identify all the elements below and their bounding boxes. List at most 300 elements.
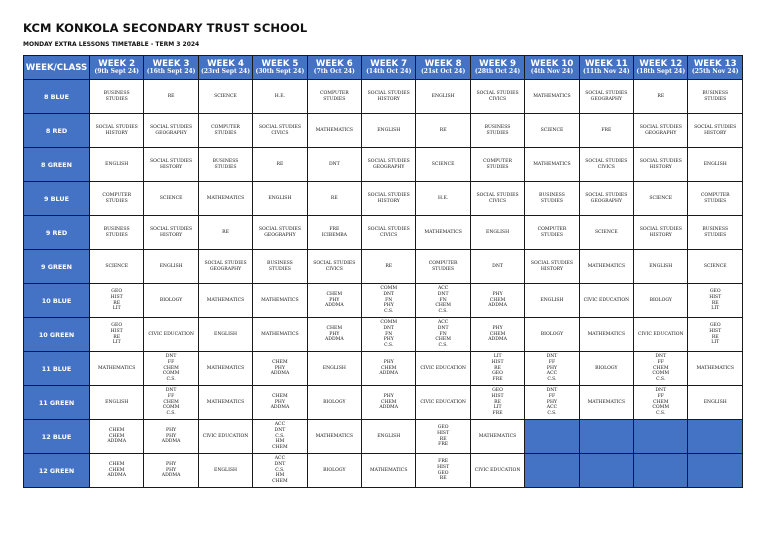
subject-cell [307, 148, 361, 182]
subject-text: FRE [492, 377, 503, 383]
subject-text: HISTORY [649, 232, 672, 238]
week-header [688, 56, 743, 80]
subject-text: SOCIAL STUDIES [150, 158, 193, 164]
subject-text: DNT [165, 387, 177, 393]
subject-text: CHEM [652, 399, 669, 405]
subject-text: C.S. [166, 377, 176, 383]
subject-cell [579, 148, 633, 182]
empty-cell [525, 420, 579, 454]
subject-text: CHEM [380, 365, 397, 371]
subject-text: SOCIAL STUDIES [585, 90, 628, 96]
week-date: (9th Sept 24) [94, 68, 140, 76]
subject-cell [416, 182, 470, 216]
subject-text: PHY [166, 427, 177, 433]
subject-cell [525, 114, 579, 148]
subject-cell [579, 318, 633, 352]
subject-cell [198, 420, 252, 454]
class-label: 12 BLUE [24, 420, 90, 454]
subject-text: BUSINESS [702, 226, 729, 232]
subject-text: C.S. [547, 411, 557, 417]
subject-text: PHY [383, 359, 394, 365]
subject-cell [416, 284, 470, 318]
subject-text: MATHEMATICS [533, 161, 571, 167]
week-date: (14th Oct 24) [366, 68, 412, 76]
subject-text: GEO [492, 371, 503, 377]
subject-text: PHY [546, 399, 558, 405]
empty-cell [579, 420, 633, 454]
subject-cell [634, 352, 688, 386]
subject-cell [362, 420, 416, 454]
subject-cell [307, 352, 361, 386]
subject-text: RE [330, 195, 338, 201]
subject-text: BIOLOGY [595, 365, 618, 371]
empty-cell [688, 420, 743, 454]
subject-cell [253, 250, 307, 284]
subject-text: GEOGRAPHY [209, 266, 242, 272]
subject-text: ADDMA [379, 405, 399, 411]
subject-text: H.E. [438, 195, 449, 201]
subject-cell [198, 284, 252, 318]
subject-cell [525, 318, 579, 352]
subject-cell [253, 318, 307, 352]
timetable [23, 55, 743, 488]
subject-text: DNT [383, 291, 395, 297]
subject-text: PHY [166, 461, 177, 467]
subject-cell [307, 216, 361, 250]
subject-text: PHY [329, 331, 340, 337]
subject-text: MATHEMATICS [97, 365, 136, 371]
subject-text: RE [113, 334, 121, 340]
subject-text: CHEM [380, 399, 397, 405]
subject-text: LIT [493, 405, 502, 411]
week-label: WEEK 4 [207, 58, 244, 69]
subject-text: ACC [274, 421, 286, 427]
subject-cell [362, 114, 416, 148]
subject-text: CIVIC EDUCATION [420, 365, 466, 371]
class-label: 11 GREEN [24, 386, 90, 420]
class-label: 10 BLUE [24, 284, 90, 318]
subject-cell [688, 318, 743, 352]
subject-text: C.S. [438, 309, 448, 315]
subject-cell [198, 352, 252, 386]
header-row [24, 56, 743, 80]
subject-text: RE [439, 127, 447, 133]
subject-text: STUDIES [432, 266, 455, 272]
subject-text: MATHEMATICS [424, 229, 462, 235]
subject-cell [144, 148, 198, 182]
subject-text: ENGLISH [703, 161, 727, 167]
subject-text: COMPUTER [483, 158, 512, 164]
subject-text: BIOLOGY [540, 331, 564, 337]
class-label: 8 GREEN [24, 148, 90, 182]
subject-text: DNT [546, 387, 558, 393]
subject-text: SOCIAL STUDIES [150, 226, 193, 232]
school-name: KCM KONKOLA SECONDARY TRUST SCHOOL [23, 21, 308, 35]
empty-cell [634, 420, 688, 454]
subject-cell [688, 114, 743, 148]
subject-text: HIST [437, 464, 450, 470]
subject-cell [470, 250, 524, 284]
subject-cell [253, 182, 307, 216]
timetable-body [24, 80, 743, 488]
subject-text: STUDIES [268, 266, 291, 272]
subject-cell [634, 318, 688, 352]
subject-text: GEO [709, 288, 721, 294]
subject-text: FN [439, 331, 447, 337]
subject-cell [90, 148, 144, 182]
subject-cell [525, 216, 579, 250]
subject-text: RE [167, 93, 175, 99]
subject-text: HISTORY [377, 96, 400, 102]
subject-text: DNT [437, 325, 449, 331]
subject-text: MATHEMATICS [696, 365, 734, 371]
subject-cell [144, 80, 198, 114]
subject-text: BUSINESS [702, 90, 729, 96]
subject-text: ENGLISH [377, 127, 401, 133]
subject-cell [362, 352, 416, 386]
subject-cell [362, 182, 416, 216]
subject-text: MATHEMATICS [587, 263, 626, 269]
subject-cell [253, 386, 307, 420]
subject-text: ENGLISH [377, 433, 401, 439]
subject-cell [90, 80, 144, 114]
subject-cell [144, 420, 198, 454]
class-label: 11 BLUE [24, 352, 90, 386]
subject-text: SCIENCE [214, 93, 237, 99]
subject-text: COMPUTER [700, 192, 730, 198]
subject-text: MATHEMATICS [206, 365, 245, 371]
subject-text: FF [167, 393, 175, 399]
subject-text: RE [494, 365, 501, 371]
subject-text: MATHEMATICS [315, 433, 354, 439]
subject-text: STUDIES [105, 198, 128, 204]
subject-cell [90, 318, 144, 352]
subject-cell [579, 386, 633, 420]
subject-cell [253, 352, 307, 386]
subject-text: SOCIAL STUDIES [476, 90, 519, 96]
subject-text: SOCIAL STUDIES [367, 158, 410, 164]
subject-cell [253, 420, 307, 454]
subject-text: FF [548, 359, 556, 365]
week-date: (16th Sept 24) [146, 68, 196, 76]
subject-text: CHEM [108, 461, 125, 467]
subject-text: SCIENCE [703, 263, 727, 269]
subject-text: CIVIC EDUCATION [583, 297, 630, 303]
subject-cell [362, 250, 416, 284]
subject-text: GEO [111, 288, 123, 294]
week-label: WEEK 13 [693, 58, 737, 69]
subject-text: STUDIES [486, 130, 509, 136]
subject-text: CHEM [108, 467, 125, 473]
subject-text: SOCIAL STUDIES [585, 158, 628, 164]
subject-text: PHY [383, 393, 394, 399]
table-row [24, 182, 743, 216]
subject-text: STUDIES [323, 96, 346, 102]
subject-cell [253, 80, 307, 114]
subject-text: SCIENCE [540, 127, 564, 133]
class-label: 8 RED [24, 114, 90, 148]
subject-cell [525, 80, 579, 114]
subject-cell [307, 386, 361, 420]
subject-cell [525, 250, 579, 284]
subject-text: STUDIES [704, 96, 727, 102]
subject-text: LIT [711, 306, 720, 312]
subject-cell [307, 250, 361, 284]
subject-text: CIVIC EDUCATION [637, 331, 684, 337]
week-header [362, 56, 416, 80]
subject-text: ENGLISH [540, 297, 564, 303]
subject-text: ADDMA [270, 371, 290, 377]
subject-cell [144, 114, 198, 148]
subject-text: MATHEMATICS [261, 331, 299, 337]
subject-text: FF [657, 393, 664, 399]
subject-text: BIOLOGY [159, 297, 183, 303]
subject-text: STUDIES [105, 232, 128, 238]
subject-text: COMM [652, 405, 670, 411]
empty-cell [579, 454, 633, 488]
subject-text: FF [548, 393, 556, 399]
subject-text: PHY [166, 467, 177, 473]
subject-cell [470, 284, 524, 318]
subject-text: CIVICS [380, 232, 398, 238]
subject-cell [416, 318, 470, 352]
subject-cell [416, 250, 470, 284]
subject-text: CHEM [652, 365, 669, 371]
subject-text: CHEM [163, 365, 179, 371]
subject-cell [634, 114, 688, 148]
subject-text: CIVIC EDUCATION [420, 399, 466, 405]
subject-text: GEOGRAPHY [373, 164, 405, 170]
subject-text: MATHEMATICS [261, 297, 299, 303]
subject-cell [144, 284, 198, 318]
subject-text: DNT [383, 325, 395, 331]
subject-text: RE [113, 300, 121, 306]
subject-cell [362, 284, 416, 318]
week-header [144, 56, 198, 80]
subject-text: BUSINESS [267, 260, 293, 266]
subject-text: STUDIES [704, 232, 727, 238]
subject-text: ADDMA [107, 439, 127, 445]
week-date: (4th Nov 24) [530, 68, 574, 76]
week-header [90, 56, 144, 80]
subject-cell [525, 352, 579, 386]
subject-text: PHY [166, 433, 177, 439]
subject-cell [525, 386, 579, 420]
subject-cell [634, 80, 688, 114]
subject-text: CHEM [108, 433, 125, 439]
subject-cell [416, 148, 470, 182]
subject-text: CIVICS [488, 96, 507, 102]
empty-cell [688, 454, 743, 488]
subject-cell [253, 114, 307, 148]
subject-text: CHEM [326, 325, 343, 331]
subject-text: COMPUTER [211, 124, 240, 130]
subject-text: LIT [493, 353, 502, 359]
subject-text: ADDMA [107, 473, 127, 479]
subject-text: HISTORY [540, 266, 564, 272]
subject-text: COMM [652, 371, 670, 377]
subject-cell [688, 182, 743, 216]
week-label: WEEK 10 [530, 58, 574, 69]
subject-cell [253, 148, 307, 182]
subject-text: SCIENCE [649, 195, 673, 201]
subject-text: SOCIAL STUDIES [585, 192, 628, 198]
subject-text: DNT [437, 291, 449, 297]
subject-text: PHY [492, 325, 503, 331]
subject-cell [362, 454, 416, 488]
subject-text: CIVICS [597, 164, 615, 170]
subject-text: ACC [274, 455, 286, 461]
subject-text: BUSINESS [212, 158, 239, 164]
timetable-title: MONDAY EXTRA LESSONS TIMETABLE - TERM 3 2024 [23, 41, 200, 48]
subject-cell [307, 284, 361, 318]
subject-text: ADDMA [270, 405, 290, 411]
subject-cell [144, 454, 198, 488]
subject-cell [198, 80, 252, 114]
subject-text: CIVICS [271, 130, 289, 136]
subject-cell [307, 80, 361, 114]
subject-text: SCIENCE [159, 195, 183, 201]
subject-text: PHY [383, 337, 394, 343]
subject-text: STUDIES [214, 164, 237, 170]
subject-cell [144, 318, 198, 352]
subject-text: CIVIC EDUCATION [148, 331, 194, 337]
subject-text: FN [385, 297, 393, 303]
week-header [416, 56, 470, 80]
subject-text: MATHEMATICS [315, 127, 354, 133]
subject-cell [416, 386, 470, 420]
subject-cell [579, 250, 633, 284]
subject-cell [688, 250, 743, 284]
table-row [24, 114, 743, 148]
subject-text: CHEM [272, 445, 288, 451]
subject-text: SOCIAL STUDIES [367, 90, 410, 96]
subject-text: COMPUTER [319, 90, 349, 96]
subject-text: ENGLISH [649, 263, 673, 269]
week-date: (25th Nov 24) [691, 68, 739, 76]
subject-cell [416, 352, 470, 386]
subject-text: SOCIAL STUDIES [639, 124, 682, 130]
week-date: (11th Nov 24) [583, 68, 630, 76]
subject-text: PHY [492, 291, 503, 297]
subject-cell [579, 216, 633, 250]
subject-text: LIT [711, 340, 720, 346]
subject-text: ACC [546, 405, 558, 411]
subject-text: SOCIAL STUDIES [95, 124, 138, 130]
week-label: WEEK 7 [370, 58, 408, 69]
subject-text: FF [657, 359, 664, 365]
table-row [24, 250, 743, 284]
subject-cell [362, 318, 416, 352]
subject-cell [688, 386, 743, 420]
subject-text: BUSINESS [484, 124, 511, 130]
subject-text: SCIENCE [431, 161, 455, 167]
subject-cell [416, 420, 470, 454]
subject-cell [253, 454, 307, 488]
subject-text: SOCIAL STUDIES [639, 226, 682, 232]
subject-text: H.E. [274, 93, 286, 99]
subject-text: CHEM [108, 427, 125, 433]
subject-text: ENGLISH [105, 399, 129, 405]
subject-cell [525, 182, 579, 216]
week-label: WEEK 11 [584, 58, 628, 69]
week-label: WEEK 3 [152, 58, 190, 69]
subject-cell [253, 216, 307, 250]
subject-text: COMPUTER [102, 192, 132, 198]
subject-cell [470, 216, 524, 250]
subject-text: ENGLISH [268, 195, 292, 201]
subject-cell [307, 182, 361, 216]
subject-text: FRE [329, 226, 340, 232]
subject-cell [470, 454, 524, 488]
subject-text: ADDMA [488, 337, 507, 343]
subject-text: C.S. [384, 309, 394, 315]
subject-text: DNT [492, 263, 503, 269]
subject-text: SOCIAL STUDIES [150, 124, 193, 130]
subject-text: GEO [111, 322, 123, 328]
subject-text: HIST [110, 328, 123, 334]
subject-text: GEO [492, 387, 503, 393]
subject-cell [688, 216, 743, 250]
subject-text: RE [385, 263, 393, 269]
subject-text: HISTORY [160, 232, 183, 238]
subject-text: MATHEMATICS [369, 467, 408, 473]
subject-text: LIT [112, 340, 121, 346]
subject-text: CHEM [272, 359, 288, 365]
subject-text: ADDMA [379, 371, 399, 377]
subject-cell [688, 148, 743, 182]
subject-cell [198, 182, 252, 216]
subject-text: COMM [380, 285, 398, 291]
subject-cell [525, 284, 579, 318]
subject-text: GEOGRAPHY [590, 96, 623, 102]
subject-text: GEO [709, 322, 721, 328]
week-header [307, 56, 361, 80]
subject-text: BIOLOGY [323, 467, 346, 473]
week-header [470, 56, 524, 80]
subject-text: ADDMA [161, 439, 181, 445]
subject-cell [90, 352, 144, 386]
subject-text: STUDIES [540, 198, 563, 204]
subject-cell [307, 318, 361, 352]
week-date: (18th Sept 24) [636, 68, 686, 76]
subject-cell [416, 216, 470, 250]
subject-text: MATHEMATICS [206, 399, 245, 405]
subject-text: COMM [162, 405, 180, 411]
subject-text: PHY [329, 297, 340, 303]
subject-text: ENGLISH [105, 161, 129, 167]
subject-cell [90, 386, 144, 420]
subject-text: STUDIES [105, 96, 128, 102]
subject-text: ENGLISH [213, 331, 238, 337]
subject-text: RE [657, 93, 665, 99]
subject-text: HIST [110, 294, 123, 300]
table-row [24, 454, 743, 488]
subject-cell [198, 114, 252, 148]
empty-cell [634, 454, 688, 488]
subject-cell [470, 420, 524, 454]
subject-text: HIST [437, 430, 450, 436]
subject-text: BUSINESS [539, 192, 565, 198]
subject-cell [688, 284, 743, 318]
subject-text: C.S. [656, 377, 666, 383]
subject-cell [634, 386, 688, 420]
class-label: 9 GREEN [24, 250, 90, 284]
subject-text: CHEM [272, 479, 288, 485]
subject-text: RE [711, 334, 719, 340]
subject-text: BUSINESS [103, 226, 130, 232]
subject-cell [362, 80, 416, 114]
